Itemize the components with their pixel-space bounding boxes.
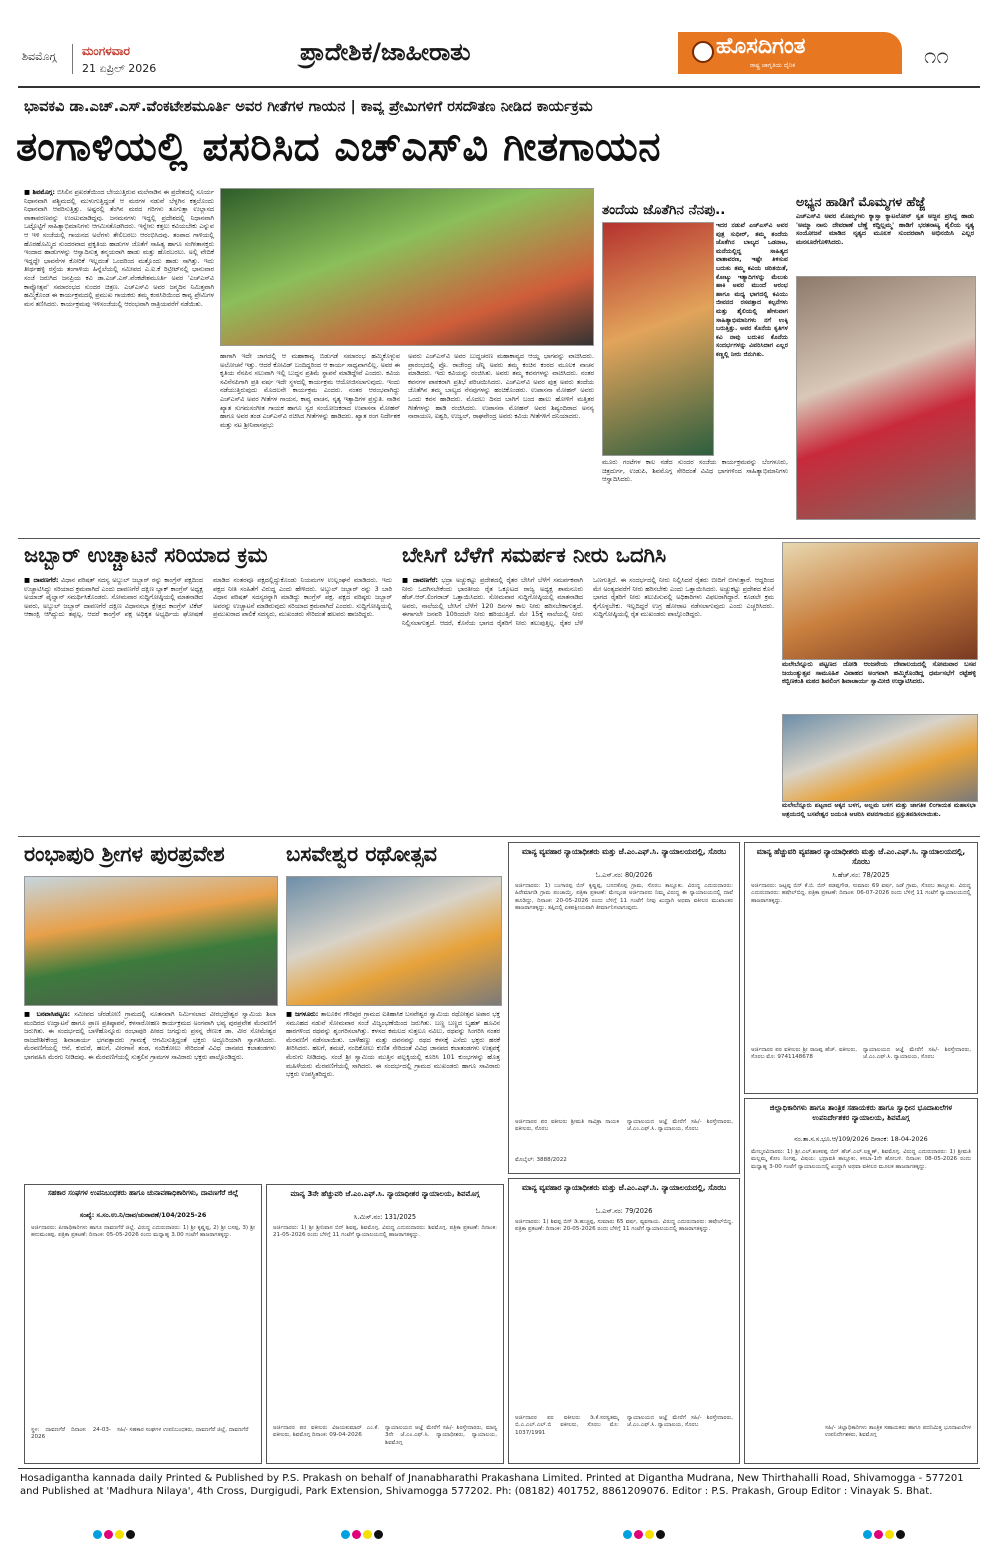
notice-1-body: ಅರ್ಜಿದಾರರು: 1) ಬಂಗಾರಪ್ಪ ಬಿನ್ ಕೃಷ್ಣಪ್ಪ, ಬನದಕೊಪ್ಪ ಗ್ರಾಮ, ಸೊರಬ ತಾಲ್ಲೂಕು. ವಿರುದ್ಧ ಎದುರುದಾರರು: ಹಿರೇಮಾಗಡಿ ಗ್ರಾಮ ಪಂಚಾಯ್ತಿ. ಪತ್ರಿಕಾ ಪ್ರಕಟಣೆ: ಮೇಲ್ಕಂಡ ಅರ್ಜಿದಾರರು ನಿಮ್ಮ ವಿರುದ್ಧ ಈ ನ್ಯಾಯಾಲಯದಲ್ಲಿ ದಾವೆ ಹೂಡಿದ್ದು, ದಿನಾಂಕ: 20-05-2026 ರಂದು ಬೆಳಿಗ್ಗೆ 11 ಗಂಟೆಗೆ ನೀವು ಖುದ್ದಾಗಿ ಅಥವಾ ವಕೀಲರ ಮುಖಾಂತರ ಹಾಜರಾಗತಕ್ಕದ್ದು. ತಪ್ಪಿದಲ್ಲಿ ಏಕಪಕ್ಷೀಯವಾಗಿ ತೀರ್ಮಾನಿಸಲಾಗುವುದು. [515, 883, 733, 912]
masthead-city: ಶಿವಮೊಗ್ಗ [22, 50, 57, 63]
rambhapuri-body: ಸಮೀಪದ ಚೆರಡೋಣಿ ಗ್ರಾಮದಲ್ಲಿ ನೂತನವಾಗಿ ನಿರ್ಮಿಸಲಾದ ವೀರಭದ್ರೇಶ್ವರ ಸ್ವಾಮಿಯ ಶಿಲಾ ಮಂದಿರದ ಉದ್ಘಾಟನೆ ಹಾಗೂ ಪ್ರಾಣ ಪ್ರತಿಷ್ಠಾಪನೆ, ಕಳಸಾರೋಹಣ ಕಾರ್ಯಕ್ರಮದ ಅಂಗವಾಗಿ ಭವ್ಯ ಪುರಪ್ರವೇಶ ಮೆರವಣಿಗೆ ಜರುಗಿತು. ಈ ಸಂದರ್ಭದಲ್ಲಿ ಬಾಳೆಹೊನ್ನೂರು ರಂಭಾಪುರಿ ಪೀಠದ ಜಗದ್ಗುರು ಪ್ರಸನ್ನ ರೇಣುಕ ಡಾ. ವೀರ ಸೋಮೇಶ್ವರ ರಾಜದೇಶೀಕೇಂದ್ರ ಶಿವಾಚಾರ್ಯ ಭಗವತ್ಪಾದರು ಗ್ರಾಮಕ್ಕೆ ಆಗಮಿಸುತ್ತಿದ್ದಂತೆ ಭಕ್ತರು ಅದ್ದೂರಿಯಾಗಿ ಸ್ವಾಗತಿಸಿದರು. ಮೆರವಣಿಗೆಯಲ್ಲಿ ಆನೆ, ಕುದುರೆ, ಹಲಗೆ, ವೀರಗಾಸೆ ತಂಡ, ನಂದಿಕೋಲು ಸೇರಿದಂತೆ ವಿವಿಧ ಜಾನಪದ ಕಲಾತಂಡಗಳು ಭಾಗವಹಿಸಿ ಮೆರಗು ನೀಡಿದವು. ಈ ಮೆರವಣಿಗೆಯಲ್ಲಿ ಸುತ್ತಲಿನ ಗ್ರಾಮಗಳ ಸಾವಿರಾರು ಭಕ್ತರು ಪಾಲ್ಗೊಂಡಿದ್ದರು. [24, 1010, 276, 1061]
jabbar-body-col [24, 576, 392, 828]
notice-2-body: ಅರ್ಜಿದಾರರು: ಜಟ್ಟಪ್ಪ ಬಿನ್ ಕೆ.ಬಿ. ಬಿನ್ ಪಡಪ್ಪಗೌಡ, ಸುಮಾರು 69 ವರ್ಷ, ಜಡೆ ಗ್ರಾಮ, ಸೊರಬ ತಾಲ್ಲೂಕು. ವಿರುದ್ಧ ಎದುರುದಾರರು: ಹಷೇಲ್‌ಬಿದ್ದ. ಪತ್ರಿಕಾ ಪ್ರಕಟಣೆ: ದಿನಾಂಕ: 06-07-2026 ರಂದು ಬೆಳಿಗ್ಗೆ 11 ಗಂಟೆಗೆ ನ್ಯಾಯಾಲಯದಲ್ಲಿ ಹಾಜರಾಗತಕ್ಕದ್ದು. [751, 883, 971, 904]
lead-photo-son [602, 222, 714, 456]
notice-6-case: ಸಿ.ಮಿಸ್.ನಂ: 131/2025 [353, 1213, 417, 1221]
water-headline: ಬೇಸಿಗೆ ಬೆಳೆಗೆ ಸಮರ್ಪಕ ನೀರು ಒದಗಿಸಿ [402, 543, 667, 567]
masthead-brand: ಹೊಸದಿಗಂತ [716, 34, 806, 59]
rambhapuri-photo [24, 876, 278, 1006]
registration-marks-2 [340, 1524, 384, 1543]
registration-marks-3 [622, 1524, 666, 1543]
notice-6-body: ಅರ್ಜಿದಾರರು: 1) ಶ್ರೀ ಶ್ರೀನಿವಾಸ ಬಿನ್ ಶಿವಪ್ಪ, ಶಿವಮೊಗ್ಗ. ವಿರುದ್ಧ ಎದುರುದಾರರು: ಶಿವಮೊಗ್ಗ. ಪತ್ರಿಕಾ ಪ್ರಕಟಣೆ: ದಿನಾಂಕ: 21-05-2026 ರಂದು ಬೆಳಿಗ್ಗೆ 11 ಗಂಟೆಗೆ ನ್ಯಾಯಾಲಯದಲ್ಲಿ ಹಾಜರಾಗತಕ್ಕದ್ದು. [273, 1225, 497, 1239]
notice-2-footer-left: ಅರ್ಜಿದಾರರ ಪರ ವಕೀಲರು ಶ್ರೀ ರಾಜಪ್ಪ ಹೆಚ್. ವಕೀಲರು, ಸೊರಬ ಮೊ: 9741148678 [751, 1047, 857, 1061]
notice-4-title: ಮಾನ್ಯ ವ್ಯವಹಾರ ನ್ಯಾಯಾಧೀಶರು ಮತ್ತು ಜೆ.ಎಂ.ಎಫ್.ಸಿ. ನ್ಯಾಯಾಲಯದಲ್ಲಿ, ಸೊರಬ [521, 1183, 727, 1192]
notice-2 [744, 842, 978, 1094]
imprint-rule [18, 1468, 980, 1469]
water-body: ಭದ್ರಾ ಅಚ್ಚುಕಟ್ಟು ಪ್ರದೇಶದಲ್ಲಿ ರೈತರ ಬೇಸಿಗೆ ಬೆಳೆಗೆ ಸಮರ್ಪಕವಾಗಿ ನೀರು ಒದಗಿಸಬೇಕೆಂದು ಭಾರತೀಯ ರೈತ ಒಕ್ಕೂಟದ ರಾಜ್ಯ ಅಧ್ಯಕ್ಷ ಶಾಮನೂರು ಹೆಚ್.ಆರ್.ಲಿಂಗರಾಜ್ ಒತ್ತಾಯಿಸಿದರು. ಸೋಮವಾರ ಸುದ್ದಿಗೋಷ್ಠಿಯಲ್ಲಿ ಮಾತನಾಡಿದ ಅವರು, ನಾಲೆಯಲ್ಲಿ ಬೇಸಿಗೆ ಬೆಳೆಗೆ 120 ದಿನಗಳ ಕಾಲ ನೀರು ಹರಿಸಬೇಕಾಗುತ್ತದೆ. ಈಗಾಗಲೇ ಜನವರಿ 10ರಿಂದಲೇ ನೀರು ಹರಿಯುತ್ತಿದೆ. ಮೇ 15ಕ್ಕೆ ನಾಲೆಯಲ್ಲಿ ನೀರು ನಿಲ್ಲಿಸಲಾಗುತ್ತದೆ. ಆದರೆ, ಕೊನೆಯ ಭಾಗದ ರೈತರಿಗೆ ನೀರು ತಲುಪುತ್ತಿಲ್ಲ. ರೈತರ ಬೆಳೆ ಒಣಗುತ್ತಿದೆ. ಈ ಸಂದರ್ಭದಲ್ಲಿ ನೀರು ನಿಲ್ಲಿಸಿದರೆ ರೈತರು ಬೀದಿಗೆ ಬೀಳುತ್ತಾರೆ. ಆದ್ದರಿಂದ ಮೇ ಅಂತ್ಯದವರೆಗೆ ನೀರು ಹರಿಸಬೇಕು ಎಂದು ಒತ್ತಾಯಿಸಿದರು. ಅಚ್ಚುಕಟ್ಟು ಪ್ರದೇಶದ ಕೊನೆ ಭಾಗದ ರೈತರಿಗೆ ನೀರು ತಲುಪಿಸುವಲ್ಲಿ ಅಧಿಕಾರಿಗಳು ವಿಫಲರಾಗಿದ್ದಾರೆ. ಕೂಡಲೇ ಕ್ರಮ ಕೈಗೊಳ್ಳಬೇಕು. ಇಲ್ಲದಿದ್ದರೆ ಉಗ್ರ ಹೋರಾಟ ನಡೆಸಲಾಗುವುದು ಎಂದು ಎಚ್ಚರಿಸಿದರು. ಸುದ್ದಿಗೋಷ್ಠಿಯಲ್ಲಿ ರೈತ ಮುಖಂಡರು ಪಾಲ್ಗೊಂಡಿದ್ದರು. [402, 576, 774, 627]
registration-marks-4 [862, 1524, 906, 1543]
notice-5-title: ಸಹಕಾರ ಸಂಘಗಳ ಉಪನಿಬಂಧಕರು ಹಾಗೂ ಚುನಾವಣಾಧಿಕಾರಿಗಳು, ದಾವಣಗೆರೆ ಜಿಲ್ಲೆ [47, 1189, 239, 1197]
registration-marks-1 [92, 1524, 136, 1543]
lead-body-1: ಬಿಸಿಲಿನ ಪ್ರಖರತೆಯಿಂದ ಬೇಯುತ್ತಿರುವ ಮಲೆನಾಡಿನ ಈ ಪ್ರದೇಶದಲ್ಲಿ ಸೂರ್ಯ ನಿಧಾನವಾಗಿ ಪಶ್ಚಿಮದಲ್ಲಿ ಮುಳುಗುತ್ತಿದ್ದಂತೆ ಆ ಮರಗಳ ನಡುವೆ ಬೆಳ್ಳಗಿನ ಕತ್ತಲೊಂದು ನಿಧಾನವಾಗಿ ಆವರಿಸುತ್ತಿತ್ತು. ಅಷ್ಟರಲ್ಲಿ ತೆಂಗಿನ ಮರದ ಗರಿಗಳು ತೂಗುತ್ತಾ ಉಲ್ಲಾಸದ ವಾತಾವರಣವನ್ನು ಉಂಟುಮಾಡಿದ್ದವು. ಜನಮನಗಳು ಇದ್ದಲ್ಲಿ ಪ್ರದೇಶದಲ್ಲಿ ನಿಧಾನವಾಗಿ ಒಟ್ಟೊಟ್ಟಿಗೆ ಸಾಹಿತ್ಯಾಭಿಮಾನಿಗಳು ಆಗಮಿಸತೊಡಗಿದರು. ಇನ್ನೇನು ಕತ್ತಲು ಕವಿಯಬೇಕು ಎನ್ನುವ ಆ ಇಳಿ ಸಂಜೆಯಲ್ಲಿ ಗಾಯನದ ಅಲೆಗಳು ತೇಲಿಬರಲು ಆರಂಭಿಸಿದವು. ತಂಪಾದ ಗಾಳಿಯಲ್ಲಿ ಹೊರಹೊಮ್ಮಿದ ಸುಂದರವಾದ ಪ್ರಕೃತಿಯ ಹಾಡುಗಳ ಜೊತೆಗೆ ಸಾಹಿತ್ಯ ಹಾಗೂ ಸಂಗೀತಾಸಕ್ತರು ಇಂದಾದ ಹಾಡುಗಳನ್ನು ಆಸ್ವಾದಿಸುತ್ತ ತನ್ಮಯರಾಗಿ ಹಾಡು ಮತ್ತು ಹೊರಬರಲು. ಅಲ್ಲಿ ವೇದಿಕೆ ಇದ್ದದ್ದೇ ಭಾವನೆಗಳ ಕೋರಿಕೆ ಇಲ್ಲದಂತೆ ಒಂದರಿಂದ ಮತ್ತೊಂದು ಹಾಡು ಸಾಗಿತ್ತು. ಇದು ತೀರ್ಥಹಳ್ಳಿ ರಸ್ತೆಯ ತಂಗಾಳಿಯ ಹಿನ್ನೆಲೆಯಲ್ಲಿ ಸಮೀಪದ ಎ.ಐ.ಕೆ ರಿಟ್ರೀಟ್‌ನಲ್ಲಿ ಭಾನುವಾರ ಸಂಜೆ ಜರುಗಿದ ಜನಪ್ರಿಯ ಕವಿ ಡಾ.ಎಚ್.ಎಸ್.ವೆಂಕಟೇಶಮೂರ್ತಿ ಅವರ 'ಎಚ್‌ಎಸ್‌ವಿ ಕಾವ್ಯೋತ್ಸವ' ಸಮಾರಂಭದ ಸುಂದರ ಚಿತ್ರಣ. ಎಚ್‌ಎಸ್‌ವಿ ಅವರ ಜನ್ಮದಿನ ನಿಮಿತ್ತವಾಗಿ ಹಮ್ಮಿಕೊಂಡ ಈ ಕಾರ್ಯಕ್ರಮದಲ್ಲಿ ಪ್ರಮುಖ ಗಾಯಕರು ತಮ್ಮ ಕಂಠಸಿರಿಯಿಂದ ಕಾವ್ಯ ಪ್ರೇಮಿಗಳ ಮನ ತಣಿಸಿದರು. ಕಾರ್ಯಕ್ರಮವು ಇಳಿಸಂಜೆಯಲ್ಲಿ ಆರಂಭವಾಗಿ ರಾತ್ರಿಯವರೆಗೆ ನಡೆಯಿತು. [24, 188, 214, 308]
notice-5-body: ಅರ್ಜಿದಾರರು: ಪೀಠಾಧಿಕಾರಿಗಳು ಹಾಗೂ ದಾವಣಗೆರೆ ಜಿಲ್ಲೆ. ವಿರುದ್ಧ ಎದುರುದಾರರು: 1) ಶ್ರೀ ಕೃಷ್ಣಪ್ಪ, 2) ಶ್ರೀ ಬಸಪ್ಪ, 3) ಶ್ರೀ ಹನುಮಂತಪ್ಪ. ಪತ್ರಿಕಾ ಪ್ರಕಟಣೆ: ದಿನಾಂಕ: 05-05-2026 ರಂದು ಮಧ್ಯಾಹ್ನ 3.00 ಗಂಟೆಗೆ ಹಾಜರಾಗತಕ್ಕದ್ದು. [31, 1225, 255, 1239]
rambhapuri-headline: ರಂಭಾಪುರಿ ಶ್ರೀಗಳ ಪುರಪ್ರವೇಶ [24, 842, 225, 866]
water-dateline: ■ ದಾವಣಗೆರೆ: [402, 576, 438, 584]
notice-1-footer-left: ಅರ್ಜಿದಾರರ ಪರ ವಕೀಲರು ಶ್ರೀಮತಿ ಸಾವಿತ್ರಾ ನಾಯಕ ವಕೀಲರು, ಸೊರಬ [515, 1119, 619, 1133]
page-number: ೧೧ [924, 44, 949, 69]
notice-1-case: ಓ.ಎಸ್.ನಂ: 80/2026 [595, 871, 653, 879]
right-photo-1 [782, 542, 978, 660]
lead-caption-1-title: ತಂದೆಯ ಜೊತೆಗಿನ ನೆನಪು.. [602, 202, 726, 218]
jabbar-headline: ಜಬ್ಬಾರ್ ಉಚ್ಚಾಟನೆ ಸರಿಯಾದ ಕ್ರಮ [24, 543, 268, 567]
lead-kicker: ಭಾವಕವಿ ಡಾ.ಎಚ್.ಎಸ್.ವೆಂಕಟೇಶಮೂರ್ತಿ ಅವರ ಗೀತೆಗಳ ಗಾಯನ | ಕಾವ್ಯ ಪ್ರೇಮಿಗಳಿಗೆ ರಸದೌತಣ ನೀಡಿದ ಕಾರ್ಯಕ್ರಮ [24, 98, 593, 115]
notice-2-title: ಮಾನ್ಯ ಹೆಚ್ಚುವರಿ ವ್ಯವಹಾರ ನ್ಯಾಯಾಧೀಶರು ಮತ್ತು ಜೆ.ಎಂ.ಎಫ್.ಸಿ. ನ್ಯಾಯಾಲಯದಲ್ಲಿ, ಸೊರಬ [756, 847, 966, 866]
imprint-line-2: and Published at 'Madhura Nilaya', 4th Cross, Durgigudi, Park Extension, Shivamogga 577202. Ph: (08182) 401752, 8861209076. Editor : P.S. Prakash, Group Editor : Vinayak S. Bhat. [20, 1486, 933, 1497]
notice-3-footer-right: ಸಹಿ/- ಜಿಲ್ಲಾಧಿಕಾರಿಗಳು ತಾಂತ್ರಿಕ ಸಹಾಯಕರು ಹಾಗೂ ಪದನಿಮಿತ್ತ ಭೂದಾಖಲೆಗಳ ಉಪನಿರ್ದೇಶಕರು, ಶಿವಮೊಗ್ಗ [825, 1425, 971, 1439]
notice-5-footer-left: ಸ್ಥಳ: ದಾವಣಗೆರೆ ದಿನಾಂಕ: 24-03-2026 [31, 1427, 111, 1441]
notice-4 [508, 1178, 740, 1464]
notice-1-title: ಮಾನ್ಯ ವ್ಯವಹಾರ ನ್ಯಾಯಾಧೀಶರು ಮತ್ತು ಜೆ.ಎಂ.ಎಫ್.ಸಿ. ನ್ಯಾಯಾಲಯದಲ್ಲಿ, ಸೊರಬ [521, 847, 727, 856]
lead-photo-group [220, 188, 594, 346]
notice-3 [744, 1098, 978, 1464]
lead-photo-dancer [796, 276, 976, 520]
notice-6-footer-right: ನ್ಯಾಯಾಲಯದ ಆಜ್ಞೆ ಮೇರೆಗೆ ಸಹಿ/- ಶಿರಸ್ತೇದಾರರು, ಮಾನ್ಯ 3ನೇ ಜೆ.ಎಂ.ಎಫ್.ಸಿ. ನ್ಯಾಯಾಧೀಶರು, ನ್ಯಾಯಾಲಯ, ಶಿವಮೊಗ್ಗ [385, 1425, 497, 1446]
lead-body-2: ಹಾಗಾಗಿ ಇದೇ ಜಾಗದಲ್ಲಿ ಆ ಮಹಾಕಾವ್ಯ ಬಿಡುಗಡೆ ಸಮಾರಂಭ ಹಮ್ಮಿಕೊಳ್ಳುವ ಅಲೋಚನೆ ಇತ್ತು. ಆದರೆ ಕೋವಿಡ್ ಬಂದಿದ್ದರಿಂದ ಆ ಕಾರ್ಯ ಸಾಧ್ಯವಾಗಲಿಲ್ಲ. ಅವರ ಈ ಕೃತಿಯ ನೆನಪಿನ ಸಲುವಾಗಿ ಇಲ್ಲಿ ಬುದ್ದನ ಪ್ರತಿಮೆ ಸ್ಥಾಪನೆ ಮಾಡಿದ್ದೇವೆ ಎಂದರು. ಕವಿಯ ಸವಿನೆನಪಿಗಾಗಿ ಪ್ರತಿ ವರ್ಷ ಇದೇ ಸ್ಥಳದಲ್ಲಿ ಕಾರ್ಯಕ್ರಮ ಆಯೋಜಿಸಲಾಗುವುದು. ಇಂದು ನಡೆಯುತ್ತಿರುವುದು ಮೊದಲನೇ ಕಾರ್ಯಕ್ರಮ ಎಂದರು. ನಂತರ ಆರಂಭವಾಗಿದ್ದು ಎಚ್‌ಎಸ್‌ವಿ ಅವರ ಗೀತೆಗಳ ಗಾಯನ, ಕಾವ್ಯ ವಾಚನ, ನೃತ್ಯ ಇತ್ಯಾದಿಗಳ ಪ್ರಸ್ತುತಿ. ನಾಡಿನ ಖ್ಯಾತ ಸುಗಮಸಂಗೀತ ಗಾಯಕ ಹಾಗೂ ಸ್ವರ ಸಂಯೋಜಕರಾದ ಉಪಾಸನಾ ಮೋಹನ್ ಹಾಗೂ ಅವರ ತಂಡ ಎಚ್‌ಎಸ್‌ವಿ ರಚಿಸಿದ ಗೀತೆಗಳನ್ನು ಹಾಡಿದರು. ಖ್ಯಾತ ರಂಗ ನಿರ್ದೇಶಕ ಮತ್ತು ನಟ ಶ್ರೀನಿವಾಸಪ್ರಭು [220, 352, 400, 429]
right-photo-1-caption: ಮಲೇಬೆನ್ನೂರು ಪಟ್ಟಣದ ಜೋಡಿ ಆಂಜನೇಯ ದೇವಾಲಯದಲ್ಲಿ ಸೋಮವಾರ ಬಸವ ಜಯಂತ್ಯುತ್ಸವ ಸಾಮೂಹಿಕ ವಿವಾಹದ ಅಂಗವಾಗಿ ಹಮ್ಮಿಕೊಂಡಿದ್ದ ಧರ್ಮಸಭೆಗೆ ರಟ್ಟೆಹಳ್ಳಿ ಕಬ್ಬಿಣಕಂತಿ ಮಠದ ಶಿವಲಿಂಗ ಶಿವಾಚಾರ್ಯ ಸ್ವಾಮೀಜಿ ಉದ್ಘಾಟಿಸಿದರು. [782, 660, 976, 686]
jabbar-dateline: ■ ದಾವಣಗೆರೆ: [24, 576, 59, 584]
lead-dateline: ■ ಶಿವಮೊಗ್ಗ: [24, 188, 55, 196]
masthead-brand-tab [678, 32, 902, 74]
basava-headline: ಬಸವೇಶ್ವರ ರಥೋತ್ಸವ [286, 842, 438, 866]
lead-body-3: ಅವರು ಎಚ್‌ಎಸ್‌ವಿ ಅವರ ಬುದ್ದಚರಣ ಮಹಾಕಾವ್ಯದ ಆಯ್ದ ಭಾಗವನ್ನು ವಾಚಿಸಿದರು. ಪ್ರಾರಂಭದಲ್ಲಿ ಪ್ರೊ. ರಾಜೇಂದ್ರ ಚೆನ್ನಿ ಅವರು ತಮ್ಮ ಕಂಚಿನ ಕಂಠದ ಮೂಲಕ ವಾಚನ ಮಾಡಿದರು. ಇದು ಕವಿಯನ್ನು ರಂಜಿಸಿತು. ಅವರು ತಮ್ಮ ಕವನಗಳನ್ನು ವಾಚಿಸಿದರು. ನಂತರ ಕವನಗಳ ಪಾಠಕರಾಗಿ ಪ್ರತಿಭೆ ಪರಿಚಯಿಸಿದರು. ಎಚ್‌ಎಸ್‌ವಿ ಅವರ ಪುತ್ರ ಅವರು ತಂದೆಯ ಜೊತೆಗಿನ ತಮ್ಮ ಬಾಲ್ಯದ ನೆನಪುಗಳನ್ನು ಹಂಚಿಕೊಂಡರು. ಉಪಾಸನಾ ಮೋಹನ್ ಅವರು ಒಂದು ಕವನ ಹಾಡಿದರು. ಮೊದಲು ದಿನದ ಬಾಗಿಗೆ ಬಂದ ಹಾಲು ಹೋಳಿಗೆ ಮತ್ತಿತರ ಗೀತೆಗಳನ್ನು ಹಾಡಿ ರಂಜಿಸಿದರು. ಉಪಾಸನಾ ಮೋಹನ್ ಅವರ ಶಿಷ್ಯಂದಿರಾದ ಅನನ್ಯ ನಾರಾಯಣ, ಐಶ್ವರಿ, ಉಜ್ವಲ್, ರಾಘವೇಂದ್ರ ಅವರು ಕವಿಯ ಗೀತೆಗಳಿಗೆ ದನಿಯಾದರು. [408, 352, 594, 421]
masthead-rule [18, 86, 980, 88]
notice-5-case: ಸಂಖ್ಯೆ: ಸ.ಸಂ.ಉ.ನಿ/ದಾವ/ಚುನಾವಣೆ/104/2025-26 [79, 1211, 207, 1219]
masthead-weekday: ಮಂಗಳವಾರ [82, 44, 131, 58]
rule-2 [18, 836, 980, 837]
notice-6-footer-left: ಅರ್ಜಿದಾರರ ಪರ ವಕೀಲರು ವಿಜಯಕುಮಾರ್ ಎಂ.ಕೆ. ವಕೀಲರು, ಶಿವಮೊಗ್ಗ ದಿನಾಂಕ: 09-04-2026 [273, 1425, 379, 1439]
notice-5 [24, 1184, 262, 1464]
brand-logo-icon [692, 41, 714, 63]
notice-6 [266, 1184, 504, 1464]
lead-caption-2-title: ಅಭ್ಯನ ಹಾಡಿಗೆ ಮೊಮ್ಮಗಳ ಹೆಜ್ಜೆ [796, 194, 926, 209]
masthead [18, 34, 980, 84]
notice-6-title: ಮಾನ್ಯ 3ನೇ ಹೆಚ್ಚುವರಿ ಜೆ.ಎಂ.ಎಫ್.ಸಿ. ನ್ಯಾಯಾಧೀಶರ ನ್ಯಾಯಾಲಯ, ಶಿವಮೊಗ್ಗ [290, 1189, 480, 1198]
lead-caption-1-body: ಇದರ ನಡುವೆ ಎಚ್‌ಎಸ್‌ವಿ ಅವರ ಪುತ್ರ ಸುಧೀರ್, ತಮ್ಮ ತಂದೆಯ ಜೊತೆಗಿನ ಬಾಲ್ಯದ ಒಡನಾಟ, ಮನೆಯಲ್ಲಿದ್ದ ಸಾಹಿತ್ಯದ ವಾತಾವರಣ, ಇಷ್ಟೇ ತಿಳಿಸುವ ಬದುಕು ತಮ್ಮ ಕವಿಯ ಚರಿತಯಿತೆ, ಕೋಟ್ಯು ಇತ್ಯಾದಿಗಳನ್ನು ಮೆಲುಕು ಹಾಕಿ ಅವರ ಮುಂದೆ ಆರಂಭ ಹಾಗೂ ಮಧ್ಯ ಭಾಗದಲ್ಲಿ ಕವಿಯು ಜೀವನದ ರಸವತ್ತಾದ ಕಲ್ಪನೆಗಳು ಮತ್ತು ಶೈಲಿಯಲ್ಲಿ ಹೇಳುವಾಗ ಸಾಹಿತ್ಯಾಭಿಮಾನಿಗಳು ನಗೆ ಉಕ್ಕಿ ಬರುತ್ತಿತ್ತು. ಅವರ ಕೊನೆಯ ಕೃತಿಗಳ ಕವಿ ನಾವು ಬದುಕಿನ ಕೊನೆಯ ಸಂದರ್ಭಗಳನ್ನು ವಿವರಿಸಿದಾಗ ಎಲ್ಲರ ಕಣ್ಣಲ್ಲಿ ನೀರು ಜಿನುಗಿತು. [716, 222, 788, 358]
notice-1 [508, 842, 740, 1174]
right-photo-2-caption: ಮಲೇಬೆನ್ನೂರು ಪಟ್ಟಣದ ಅಕ್ಕನ ಬಳಗ, ಅಲ್ಲಮ ಬಳಗ ಮತ್ತು ಜಾಗತಿಕ ಲಿಂಗಾಯತ ಮಹಾಸಭಾ ಆಶ್ರಯದಲ್ಲಿ ಬಸವೇಶ್ವರ ಜಯಂತಿ ಆಚರಿಸಿ ವಚನಗಾಯನ ಪ್ರಸ್ತುತಪಡಿಸಲಾಯಿತು. [782, 802, 976, 818]
basava-body: ತಾಲೂಕಿನ ಗೌರಿಪುರ ಗ್ರಾಮದ ಐತಿಹಾಸಿಕ ಬಸವೇಶ್ವರ ಸ್ವಾಮಿಯ ರಥೋತ್ಸವ ಅಪಾರ ಭಕ್ತ ಸಮೂಹದ ನಡುವೆ ಸೋಮವಾರ ಸಂಜೆ ವಿಜೃಂಭಣೆಯಿಂದ ಜರುಗಿತು. ಬಣ್ಣ ಬಣ್ಣದ ಬೃಹತ್ ಹೂವಿನ ಹಾರಗಳಿಂದ ರಥವನ್ನು ಶೃಂಗರಿಸಲಾಗಿತ್ತು. ಕಳಸದ ಕಮಲದ ಸುತ್ತಲೂ ನವಿಲು, ರಥವನ್ನು ಸಿಂಗರಿಸಿ ನಂತರ ಮೆರವಣಿಗೆ ನಡೆಸಲಾಯಿತು. ಬಾಳೆಹಣ್ಣು ಮತ್ತು ದವನವನ್ನು ರಥದ ಕಳಸಕ್ಕೆ ಎಸೆದು ಭಕ್ತರು ಹರಕೆ ತೀರಿಸಿದರು. ಹಲಗೆ, ತಮಟೆ, ನಂದಿಕೋಲು ಕುಣಿತ ಸೇರಿದಂತೆ ವಿವಿಧ ಜಾನಪದ ಕಲಾತಂಡಗಳು ಉತ್ಸವಕ್ಕೆ ಮೆರುಗು ನೀಡಿದವು. ಸಂಜೆ ಶ್ರೀ ಸ್ವಾಮಿಯ ಮುತ್ತಿನ ಪಲ್ಲಕ್ಕಿಯಲ್ಲಿ ಕೂರಿಸಿ 101 ಕುಂಭಗಳನ್ನು ಹೊತ್ತ ಮಹಿಳೆಯರು ಮೆರವಣಿಗೆಯಲ್ಲಿ ಸಾಗಿದರು. ಈ ಸಂದರ್ಭದಲ್ಲಿ ಗ್ರಾಮದ ಮುಖಂಡರು ಹಾಗೂ ಸಾವಿರಾರು ಭಕ್ತರು ಉಪಸ್ಥಿತರಿದ್ದರು. [286, 1010, 500, 1079]
water-body-col [402, 576, 774, 828]
rule-1 [18, 538, 980, 539]
notice-4-footer-right: ನ್ಯಾಯಾಲಯದ ಆಜ್ಞೆ ಮೇರೆಗೆ ಸಹಿ/- ಶಿರಸ್ತೇದಾರರು, ಜೆ.ಎಂ.ಎಫ್.ಸಿ. ನ್ಯಾಯಾಲಯ, ಸೊರಬ [627, 1415, 733, 1429]
notice-3-case: ನಂ.ತಾ.ಸ.ಸ.ಭೂ.ಆ/109/2026 ದಿನಾಂಕ: 18-04-2026 [794, 1135, 928, 1143]
notice-2-case: ಸಿ.ಹೆಚ್.ನಂ: 78/2025 [832, 871, 890, 879]
lead-headline: ತಂಗಾಳಿಯಲ್ಲಿ ಪಸರಿಸಿದ ಎಚ್‌ಎಸ್‌ವಿ ಗೀತಗಾಯನ [16, 124, 661, 170]
notice-1-footer-right: ನ್ಯಾಯಾಲಯದ ಆಜ್ಞೆ ಮೇರೆಗೆ ಸಹಿ/- ಶಿರಸ್ತೇದಾರರು, ಜೆ.ಎಂ.ಎಫ್.ಸಿ. ನ್ಯಾಯಾಲಯ, ಸೊರಬ [627, 1119, 733, 1133]
rambhapuri-body-col [24, 1010, 276, 1178]
basava-dateline: ■ ಜಗಳೂರು: [286, 1010, 319, 1018]
masthead-tagline: ರಾಷ್ಟ್ರ ಜಾಗೃತಿಯ ದೈನಿಕ [750, 62, 796, 69]
rambhapuri-dateline: ■ ಬನವಾಸಿಪಟ್ಟಣ: [24, 1010, 70, 1018]
right-photo-2 [782, 714, 978, 802]
notice-4-footer-left: ಅರ್ಜಿದಾರರ ಪರ ವಕೀಲರು ಡಿ.ಕೆ.ಸರಸ್ವತಮ್ಮ ಬಿ.ಎ.ಎಲ್.ಎಲ್.ಬಿ ವಕೀಲರು, ಸೊರಬ ಮೊ: 1037/1991 [515, 1415, 619, 1436]
lead-caption-2-body: ಎಚ್‌ಎಸ್‌ವಿ ಅವರ ಮೊಮ್ಮಗಳು ಕ್ಯಾಸ್ಸಾ ಕ್ಯಾಟಲೋನ್ ಸ್ವತ ಅಜ್ಜನ ಪ್ರಸಿದ್ಧ ಹಾಡು 'ಅಮ್ಮಾ ನಾನು ದೇವರಾಣೆ ಬೆಣ್ಣೆ ಕದ್ದಿಲ್ಲಮ್ಮ' ಹಾಡಿಗೆ ಭರತನಾಟ್ಯ ಶೈಲಿಯ ನೃತ್ಯ ಸಂಯೋಜನೆ ಮಾಡಿದ ನೃತ್ಯದ ಮೂಲಕ ಸುಂದರವಾಗಿ ಅಭಿನಯಿಸಿ ಎಲ್ಲರ ಮನಸೂರೆಗೊಳಿಸಿದರು. [796, 212, 974, 246]
notice-4-case: ಓ.ಎಸ್.ನಂ: 79/2026 [595, 1207, 653, 1215]
masthead-section: ಪ್ರಾದೇಶಿಕ/ಜಾಹೀರಾತು [300, 38, 471, 66]
notice-3-title: ಜಿಲ್ಲಾಧಿಕಾರಿಗಳು ಹಾಗೂ ತಾಂತ್ರಿಕ ಸಹಾಯಕರು ಹಾಗೂ ಸ್ವಾಧೀನ ಭೂದಾಖಲೆಗಳ ಉಪನಿರ್ದೇಶಕರ ನ್ಯಾಯಾಲಯ, ಶಿವಮೊಗ್ಗ [769, 1103, 953, 1122]
notice-2-footer-right: ನ್ಯಾಯಾಲಯದ ಆಜ್ಞೆ ಮೇರೆಗೆ ಸಹಿ/- ಶಿರಸ್ತೇದಾರರು, ಜೆ.ಎಂ.ಎಫ್.ಸಿ. ನ್ಯಾಯಾಲಯ, ಸೊರಬ [863, 1047, 971, 1061]
notice-4-body: ಅರ್ಜಿದಾರರು: 1) ಶಿವಪ್ಪ ಬಿನ್ ಡಿ.ಹುಚ್ಚಪ್ಪ, ಸುಮಾರು 65 ವರ್ಷ, ವ್ಯವಸಾಯ. ವಿರುದ್ಧ ಎದುರುದಾರರು: ಹಷೇಲ್‌ಬಿದ್ದ. ಪತ್ರಿಕಾ ಪ್ರಕಟಣೆ: ದಿನಾಂಕ: 20-05-2026 ರಂದು ಬೆಳಿಗ್ಗೆ 11 ಗಂಟೆಗೆ ನ್ಯಾಯಾಲಯದಲ್ಲಿ ಹಾಜರಾಗತಕ್ಕದ್ದು. [515, 1219, 733, 1233]
notice-3-body: ಮೇಲ್ಮನವಿದಾರರು: 1) ಶ್ರೀ.ಎಲ್.ಶಂಕರಪ್ಪ ಬಿನ್ ಹೆಚ್.ಎಲ್.ಲಕ್ಷ್ಮಣ್, ಶಿವಮೊಗ್ಗ. ವಿರುದ್ಧ ಎದುರುದಾರರು: 1) ಶ್ರೀಮತಿ ಮಲ್ಲಮ್ಮ ಕೋಂ ನಿಂಗಪ್ಪ. ವಿಷಯ: ಭದ್ರಾವತಿ ತಾಲ್ಲೂಕು, ಕಸಬಾ-1ನೇ ಹೋಬಳಿ. ದಿನಾಂಕ: 08-05-2026 ರಂದು ಮಧ್ಯಾಹ್ನ 3-00 ಗಂಟೆಗೆ ನ್ಯಾಯಾಲಯದಲ್ಲಿ ಖುದ್ದಾಗಿ ಅಥವಾ ವಕೀಲರ ಮೂಲಕ ಹಾಜರಾಗತಕ್ಕದ್ದು. [751, 1149, 971, 1170]
lead-body-col1 [24, 188, 214, 534]
notice-1-phone: ಮೊಬೈಲ್: 3888/2022 [515, 1157, 567, 1163]
imprint-line-1: Hosadigantha kannada daily Printed & Published by P.S. Prakash on behalf of Jnanabharathi Prakashana Limited. Printed at Digantha Mudrana, New Thirthahalli Road, Shivamogga - 577201 [20, 1473, 964, 1484]
masthead-date: 21 ಏಪ್ರಿಲ್ 2026 [82, 62, 157, 75]
notice-5-footer-right: ಸಹಿ/- ಸಹಕಾರ ಸಂಘಗಳ ಉಪನಿಬಂಧಕರು, ದಾವಣಗೆರೆ ಜಿಲ್ಲೆ, ದಾವಣಗೆರೆ [117, 1427, 249, 1433]
jabbar-body: ವಿಧಾನ ಪರಿಷತ್ ಸದಸ್ಯ ಅಬ್ದುಲ್ ಜಬ್ಬಾರ್ ರನ್ನು ಕಾಂಗ್ರೆಸ್ ಪಕ್ಷದಿಂದ ಉಚ್ಚಾಟಿಸಿದ್ದು ಸರಿಯಾದ ಕ್ರಮವಾಗಿದೆ ಎಂದು ದಾವಣಗೆರೆ ದಕ್ಷಿಣ ಬ್ಲಾಕ್ ಕಾಂಗ್ರೆಸ್ ಅಧ್ಯಕ್ಷ ಅಯಾಜ್ ಪೈಲ್ವಾನ್ ಸಮರ್ಥಿಸಿಕೊಂಡರು. ಸೋಮವಾರ ಸುದ್ದಿಗೋಷ್ಠಿಯಲ್ಲಿ ಮಾತನಾಡಿದ ಅವರು, ಅಬ್ದುಲ್ ಜಬ್ಬಾರ್ ದಾವಣಗೆರೆ ದಕ್ಷಿಣ ವಿಧಾನಸಭಾ ಕ್ಷೇತ್ರದ ಕಾಂಗ್ರೆಸ್ ಟಿಕೆಟ್ ಆಕಾಂಕ್ಷಿ ಆಗಿದ್ದುದು ತಪ್ಪಲ್ಲ. ಆದರೆ ಕಾಂಗ್ರೆಸ್ ಪಕ್ಷ ಅಧಿಕೃತ ಅಭ್ಯರ್ಥಿಯ ಘೋಷಣೆ ಮಾಡಿದ ನಂತರವೂ ಪಕ್ಷದಲ್ಲಿದ್ದುಕೊಂಡು ನಿಯಮಗಳ ಉಲ್ಲಂಘನೆ ಮಾಡಿದರು. ಇದು ಪಕ್ಷದ ನೀತಿ ಸಂಹಿತೆಗೆ ವಿರುದ್ಧ ಎಂದು ಹೇಳಿದರು. ಅಬ್ದುಲ್ ಜಬ್ಬಾರ್ ರನ್ನು 3 ಬಾರಿ ವಿಧಾನ ಪರಿಷತ್ ಸದಸ್ಯರನ್ನಾಗಿ ಮಾಡಿದ್ದು ಕಾಂಗ್ರೆಸ್ ಪಕ್ಷ. ಪಕ್ಷದ ವರಿಷ್ಠರು ಜಬ್ಬಾರ್ ಅವರನ್ನು ಉಚ್ಚಾಟನೆ ಮಾಡಿರುವುದು ಸರಿಯಾದ ಕ್ರಮವಾಗಿದೆ ಎಂದರು. ಸುದ್ದಿಗೋಷ್ಠಿಯಲ್ಲಿ ಪ್ರಮುಖರಾದ ಪಾಲಿಕೆ ಸದಸ್ಯರು, ಮುಖಂಡರು ಸೇರಿದಂತೆ ಹಲವರು ಹಾಜರಿದ್ದರು. [24, 576, 392, 619]
basava-photo [286, 876, 502, 1006]
basava-body-col [286, 1010, 500, 1178]
masthead-divider [72, 44, 73, 74]
lead-body-4: ಮೂರು ಗಂಟೆಗಳ ಕಾಲ ನಡೆದ ಸುಂದರ ಸಂಜೆಯ ಕಾರ್ಯಕ್ರಮವನ್ನು ಬೆಂಗಳೂರು, ಚಿತ್ರದುರ್ಗ, ಉಡುಪಿ, ಶಿವಮೊಗ್ಗ ಸೇರಿದಂತೆ ವಿವಿಧ ಭಾಗಗಳಿಂದ ಸಾಹಿತ್ಯಾಭಿಮಾನಿಗಳು ಆಸ್ವಾದಿಸಿದರು. [602, 458, 788, 484]
